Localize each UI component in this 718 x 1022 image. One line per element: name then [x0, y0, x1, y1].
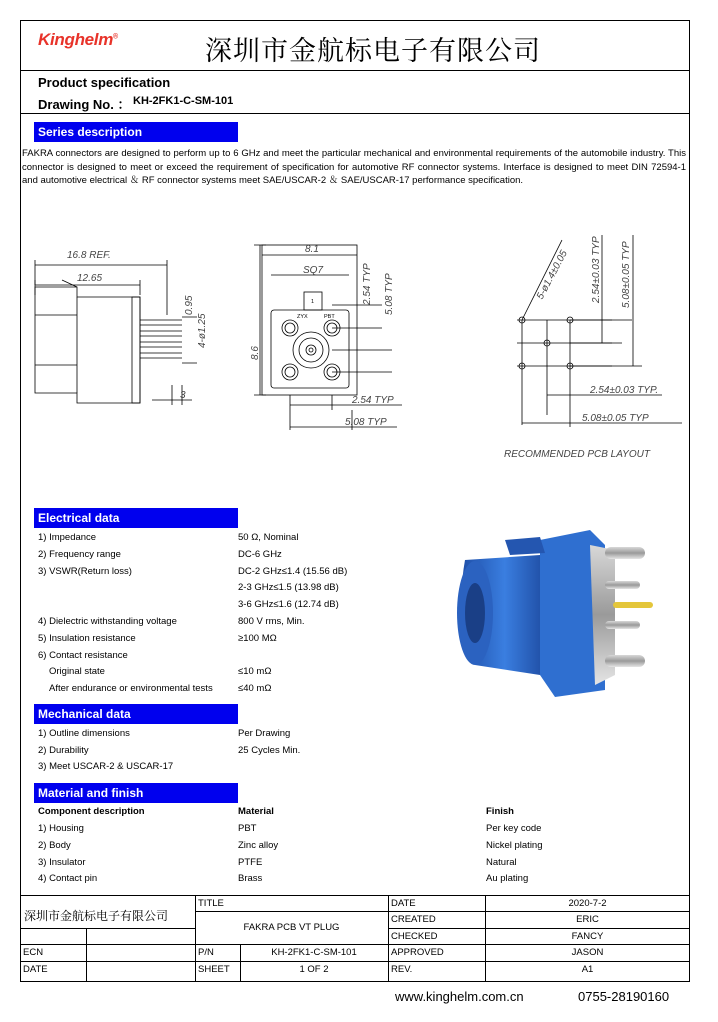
material-cell: PBT — [238, 823, 257, 834]
dim-sq: SQ7 — [303, 265, 324, 276]
tb-ecn-label: ECN — [23, 947, 44, 958]
material-cell: 1) Housing — [38, 823, 84, 834]
pbt-mark: PBT — [324, 314, 335, 320]
electrical-value: ≤10 mΩ — [238, 666, 272, 678]
material-cell: Nickel plating — [486, 839, 543, 851]
divider — [20, 70, 690, 71]
footer-phone: 0755-28190160 — [578, 989, 670, 1004]
footer-website[interactable]: www.kinghelm.com.cn — [395, 989, 524, 1004]
material-header: Finish — [486, 806, 514, 817]
kinghelm-logo: Kinghelm® — [38, 30, 118, 49]
mechanical-value: 25 Cycles Min. — [238, 744, 301, 756]
pcb-caption: RECOMMENDED PCB LAYOUT — [504, 449, 650, 460]
electrical-label: Original state — [49, 666, 105, 678]
tb-created-value: ERIC — [576, 914, 599, 925]
key-number: 1 — [311, 299, 315, 305]
tb-title-label: TITLE — [198, 898, 224, 909]
electrical-label: After endurance or environmental tests — [49, 683, 213, 695]
electrical-value: DC-6 GHz — [238, 548, 282, 560]
technical-drawing — [22, 205, 690, 505]
electrical-label: 2) Frequency range — [38, 548, 121, 560]
mechanical-label: 2) Durability — [38, 744, 89, 756]
tb-created-label: CREATED — [391, 914, 436, 925]
tb-date-value: 2020-7-2 — [568, 898, 607, 909]
dim-typ4: 5.08 TYP — [345, 417, 387, 428]
dim-typ2: 5.08 TYP — [384, 273, 395, 315]
material-header: Component description — [38, 806, 145, 817]
electrical-label: 5) Insulation resistance — [38, 632, 136, 644]
material-cell: Zinc alloy — [238, 839, 279, 851]
dim-length: 12.65 — [77, 273, 103, 284]
zyx-mark: ZYX — [297, 314, 308, 320]
pcb-v2: 5.08±0.05 TYP — [621, 241, 632, 308]
dim-height: 8.6 — [250, 346, 261, 360]
dim-width: 8.1 — [305, 244, 319, 255]
product-spec-label: Product specification — [38, 75, 171, 90]
material-cell: Natural — [486, 856, 517, 868]
material-cell: PTFE — [238, 856, 263, 868]
pcb-h1: 2.54±0.03 TYP. — [590, 385, 659, 396]
electrical-label: 3) VSWR(Return loss) — [38, 565, 132, 577]
dim-typ3: 2.54 TYP — [352, 395, 394, 406]
tb-sheet-value: 1 OF 2 — [299, 964, 329, 975]
tb-checked-value: FANCY — [571, 931, 604, 942]
pcb-h2: 5.08±0.05 TYP — [582, 413, 649, 424]
tb-rev-value: A1 — [581, 964, 594, 975]
tb-rev-label: REV. — [391, 964, 413, 975]
material-cell: 2) Body — [38, 839, 71, 851]
electrical-value: 800 V rms, Min. — [238, 616, 305, 627]
pcb-holes: 5-ø1.4±0.05 — [534, 248, 570, 302]
drawing-no-label: Drawing No. ： — [38, 97, 131, 112]
electrical-label: 1) Impedance — [38, 532, 97, 543]
electrical-value: DC-2 GHz≤1.4 (15.56 dB) — [238, 565, 348, 577]
drawing-no-value: KH-2FK1-C-SM-101 — [133, 95, 234, 107]
pcb-v1: 2.54±0.03 TYP — [591, 236, 602, 303]
electrical-value: ≥100 MΩ — [238, 632, 277, 644]
material-cell: 3) Insulator — [38, 856, 86, 868]
tb-title-value: FAKRA PCB VT PLUG — [243, 922, 340, 933]
series-description-bar: Series description — [34, 122, 238, 142]
tb-date2-label: DATE — [23, 964, 48, 975]
tb-pn-value: KH-2FK1-C-SM-101 — [271, 947, 357, 958]
material-cell: Per key code — [486, 823, 542, 834]
material-cell: Au plating — [486, 873, 529, 885]
material-header: Material — [238, 806, 274, 817]
dim-d1: 0.95 — [184, 295, 195, 315]
tb-approved-label: APPROVED — [391, 947, 444, 958]
electrical-value: 3-6 GHz≤1.6 (12.74 dB) — [238, 599, 339, 611]
material-finish-bar: Material and finish — [34, 783, 238, 803]
tb-pn-label: P/N — [198, 947, 214, 958]
electrical-value: 50 Ω, Nominal — [238, 532, 299, 543]
electrical-data-bar: Electrical data — [34, 508, 238, 528]
material-cell: Brass — [238, 873, 263, 885]
electrical-value: 2-3 GHz≤1.5 (13.98 dB) — [238, 582, 339, 594]
electrical-label: 6) Contact resistance — [38, 649, 128, 661]
tb-checked-label: CHECKED — [391, 931, 438, 942]
divider — [20, 113, 690, 114]
tb-date-label: DATE — [391, 898, 416, 909]
mechanical-data-bar: Mechanical data — [34, 704, 238, 724]
mechanical-label: 3) Meet USCAR-2 & USCAR-17 — [38, 761, 174, 772]
electrical-value: ≤40 mΩ — [238, 683, 272, 695]
material-cell: 4) Contact pin — [38, 873, 98, 885]
mechanical-label: 1) Outline dimensions — [38, 728, 130, 739]
tb-company: 深圳市金航标电子有限公司 — [24, 909, 169, 923]
dim-typ1: 2.54 TYP — [362, 263, 373, 305]
tb-sheet-label: SHEET — [198, 964, 230, 975]
series-description-text: FAKRA connectors are designed to perform up to 6 GHz and meet the particular mechanical and environmental requirements of the automobile industry. This connector is designed to meet or exceed the requirement of specification for automotive RF connector systems. Interface is designed to meet DIN 72594-1 and automotive electrical ＆ RF connector systems meet SAE/USCAR-2 ＆ SAE/USCAR-17 performance specification. — [22, 148, 686, 186]
tb-approved-value: JASON — [571, 947, 604, 958]
dim-h: 3 — [180, 390, 186, 401]
company-title: 深圳市金航标电子有限公司 — [205, 36, 541, 67]
mechanical-value: Per Drawing — [238, 728, 291, 739]
electrical-label: 4) Dielectric withstanding voltage — [38, 616, 177, 627]
connector-3d-image — [445, 525, 675, 700]
dim-d2: 4-ø1.25 — [197, 313, 208, 348]
dim-ref: 16.8 REF. — [67, 250, 111, 261]
